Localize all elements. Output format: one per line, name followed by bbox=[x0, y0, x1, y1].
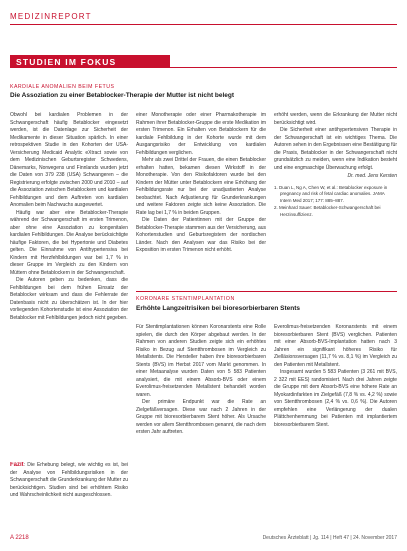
article1-column-2 bbox=[136, 112, 266, 280]
paragraph: Der primäre Endpunkt war die Rate an Zielgefäßversagen. Diese war nach 2 Jahren in der Gruppe mit bioresorbierbarem Stent höher. Als Ursache werden vor allem Stentthrombosen genannt, die nach dem ersten Jahr auftreten. bbox=[136, 399, 266, 435]
section-label: MEDIZINREPORT bbox=[10, 12, 92, 21]
paragraph: Die Daten der Patientinnen mit der Gruppe der Betablocker-Therapie stammen aus der Versicherung, aus Kohortenstudien und Geburtsregistern der nordischen Länder. Nach den Analysen war das Risiko bei der Exposition im ersten Trimenon nicht erhöht. bbox=[136, 217, 266, 253]
reference-list bbox=[274, 185, 397, 219]
author-signature: Dr. med. Jens Kersten bbox=[347, 173, 397, 179]
article1-column-1 bbox=[10, 112, 128, 462]
journal-citation: Deutsches Ärzteblatt | Jg. 114 | Heft 47 | 24. November 2017 bbox=[262, 535, 397, 541]
reference-item: 1. Duan L, Ng A, Chen W, et al.: Betablocker exposure in pregnancy and risk of fetal cardiac anomalies. JAMA Intern Med 2017; 177: 885–887. bbox=[274, 184, 388, 203]
paragraph: Everolimus-freisetzenden Koronarstents mit einem bioresorbierbaren Stent (BVS) verglichen. Patienten mit einer Absorb-BVS-Implantation hatten nach 3 Jahren ein signifikant höheres Risiko für Zielläsionsversagen (11,7 % vs. 8,1 %) im Vergleich zu den Patienten mit Metallstent. bbox=[274, 324, 397, 368]
paragraph: Obwohl bei kardialen Problemen in der Schwangerschaft häufig Betablocker eingesetzt werden, ist die Datenlage zur Sicherheit der Medikamente in dieser Situation spärlich. In einer retrospektiven Studie in den Kohorten der USA-Versicherung Medicaid Analytic eXtract sowie von dem Medizinischen Geburtsregister Schwedens, Dänemarks, Norwegens und Finnlands wurden jetzt die Daten von 379 238 (USA) Schwangeren – die Registrierung erfolgte zwischen 2000 und 2010 – auf die Assoziation zwischen Betablockern und kardialen Fehlbildungen und dem Auftreten von kardialen Anomalien beim Nachwuchs ausgewertet. bbox=[10, 112, 128, 208]
fazit-text: : Die Erhebung belegt, wie wichtig es ist, bei der Analyse von Fehlbildungsrisiken in der Schwangerschaft die Grunderkrankung der Mutter zu berücksichtigen. Studien sind bei erhöhtem Risiko und Wahrscheinlichkeit nicht ausgeschlossen. bbox=[10, 462, 128, 498]
page-number: A 2218 bbox=[10, 535, 29, 541]
fokus-rule bbox=[10, 67, 397, 68]
paragraph: erhöht werden, wenn die Erkrankung der Mutter nicht berücksichtigt wird. bbox=[274, 112, 397, 126]
fokus-label: STUDIEN IM FOKUS bbox=[16, 57, 117, 67]
fazit-label: Fazit bbox=[10, 462, 24, 468]
paragraph: Die Autoren geben zu bedenken, dass die Fehlbildungen bei dem frühen Einsatz der Betablocker wirksam und dass die Fehlerrate der Datenbasis nicht zu überschätzen ist. In der hier vorliegenden Kohortenstudie ist eine Assoziation der Betablocker mit Fehlbildungen jedoch nicht gegeben. bbox=[10, 277, 128, 321]
paragraph: Häufig war aber eine Betablocker-Therapie während der Schwangerschaft im ersten Trimenon, aber ohne eine Assoziation zu kongenitalen kardialen Fehlbildungen. Die Analyse berücksichtigte häufige Faktoren, die bei Hypertonie und Diabetes gelten. Die Einnahme von Antihypertensiva bei Kindern mit Herzfehlbildungen war bei 1,7 % in dieser Gruppe im Vergleich zu den Kindern von Müttern ohne Betablockern in der Schwangerschaft. bbox=[10, 209, 128, 276]
article2-rule bbox=[136, 291, 397, 292]
paragraph: Mehr als zwei Drittel der Frauen, die einen Betablocker erhalten hatten, bekamen diesen Wirkstoff in der Monotherapie. Von den Risikofaktoren wurde bei den Kindern der Mütter unter Betablockern eine Erhöhung der Fehlbildungsrate nur bei der unadjustierten Analyse beobachtet. Nach Adjustierung für Grunderkrankungen und weitere Faktoren zeigte sich keine Assoziation. Die Rate lag bei 1,7 % in beiden Gruppen. bbox=[136, 157, 266, 216]
article2-column-2 bbox=[274, 324, 397, 529]
paragraph: einer Monotherapie oder einer Pharmakotherapie im Rahmen ihrer Betablocker-Gruppe die erste Medikation im ersten Trimenon. Ein Erhalten von Betablockern für die kardiale Fehlbildung in der Kohorte wurde mit dem Ausgangsrisiko der Entwicklung von kardialen Fehlbildungen verglichen. bbox=[136, 112, 266, 156]
article1-fazit bbox=[10, 462, 128, 528]
reference-item: 2. Meinhard Sauer: Betablocker-Schwangerschaft bei Herzinsuffizienz. bbox=[274, 205, 381, 217]
header-rule bbox=[10, 24, 397, 25]
paragraph: Die Sicherheit einer antihypertensiven Therapie in der Schwangerschaft ist ein wichtiges Thema. Die Autoren sehen in den Ergebnissen eine Bestätigung für die Praxis, Betablocker in der Schwangerschaft nicht grundsätzlich zu meiden, wenn eine Indikation besteht und eine engmaschige Überwachung erfolgt. bbox=[274, 127, 397, 171]
article1-column-3 bbox=[274, 112, 397, 280]
paragraph: Für Stentimplantationen können Koronarstents eine Rolle spielen, die durch den Körper abgebaut werden. In der Rahmen von anderen Studien zeigte sich ein erhöhtes Risiko in Bezug auf Stentthrombosen im Vergleich zu Metallstents. Die Hersteller haben ihre bioresorbierbaren Stents (BVS) im Herbst 2017 vom Markt genommen. In einer Metaanalyse wurden Daten von 5 583 Patienten analysiert, die mit einem Absorb-BVS oder einem Everolimus-freisetzenden Metallstent behandelt worden waren. bbox=[136, 324, 266, 398]
article2-headline: Erhöhte Langzeitrisiken bei bioresorbierbaren Stents bbox=[136, 305, 300, 312]
article2-kicker: KORONARE STENTIMPLANTATION bbox=[136, 296, 235, 302]
article1-headline: Die Assoziation zu einer Betablocker-Therapie der Mutter ist nicht belegt bbox=[10, 92, 235, 99]
paragraph: Insgesamt wurden 5 583 Patienten (3 261 mit BVS, 2 322 mit EES) randomisiert. Nach drei Jahren zeigte die Gruppe mit dem Absorb-BVS eine höhere Rate an Myokardinfarkten im Zielgefäß (7,8 % vs. 4,2 %) sowie von Stentthrombosen (2,4 % vs. 0,6 %). Die Autoren empfehlen eine Verlängerung der dualen Plättchenhemmung bei Patienten mit implantiertem bioresorbierbarem Stent. bbox=[274, 369, 397, 428]
article2-column-1 bbox=[136, 324, 266, 529]
article1-kicker: KARDIALE ANOMALIEN BEIM FETUS bbox=[10, 84, 115, 90]
